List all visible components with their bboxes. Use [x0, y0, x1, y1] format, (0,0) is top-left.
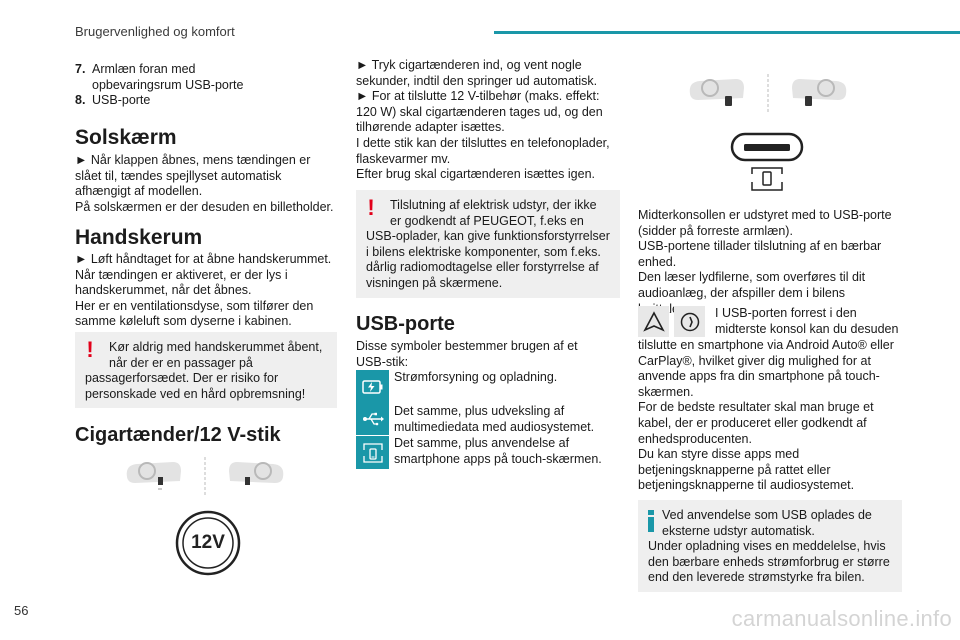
warning-text: USB-oplader, kan give funktionsforstyrrelser i bilens elektriske komponenter, som f.eks. dårlig radiomodtagelse eller forstyrrelse af visningen på skærmene. — [366, 229, 610, 290]
header-accent-bar — [494, 31, 960, 34]
section-heading-solskaerm: Solskærm — [75, 126, 177, 149]
dashboard-illustration — [688, 72, 848, 116]
warning-exclamation-icon: ! — [367, 195, 375, 220]
carplay-description — [638, 338, 902, 494]
12v-socket-illustration — [175, 510, 241, 576]
warning-text: passagerforsædet. Der er risiko for personskade ved en hård opbremsning! — [85, 371, 306, 401]
paragraph: Her er en ventilationsdyse, som tilfører den samme køleluft som dyserne i kabinen. — [75, 298, 314, 329]
paragraph: Du kan styre disse apps med betjeningsknapperne på rattet eller betjeningsknapperne til audiosystemet. — [638, 447, 855, 493]
list-number: 8. — [75, 93, 86, 108]
socket-label: 12V — [191, 532, 225, 553]
cigar-instructions — [356, 58, 620, 183]
smartphone-projection-icon — [356, 436, 389, 469]
paragraph: Når tændingen er aktiveret, er der lys i handskerummet, når det åbnes. — [75, 267, 288, 298]
info-text: Ved anvendelse som USB oplades de eksterne udstyr automatisk. — [662, 508, 872, 538]
info-text: Under opladning vises en meddelelse, hvis den bærbare enheds strømforbrug er større end den leverede strømstyrke fra bilen. — [648, 539, 890, 585]
list-item — [75, 62, 337, 93]
paragraph: Den læser lydfilerne, som overføres til dit audioanlæg, der afspiller dem i bilens — [638, 270, 866, 300]
usb-icon — [356, 402, 389, 435]
warning-exclamation-icon: ! — [86, 337, 94, 362]
paragraph: I USB-porten forrest i den midterste konsol kan du desuden — [715, 306, 899, 336]
warning-box — [356, 190, 620, 298]
usb-symbol-row — [356, 370, 614, 403]
carplay-icon — [674, 306, 705, 337]
info-box — [638, 500, 902, 592]
section-heading-cigartaender: Cigartænder/12 V-stik — [75, 424, 281, 446]
warning-box — [75, 332, 337, 408]
paragraph: I dette stik kan der tilsluttes en telefonoplader, flaskevarmer mv. — [356, 135, 610, 166]
watermark: carmanualsonline.info — [731, 606, 952, 631]
list-number: 7. — [75, 62, 86, 76]
android-auto-icon — [638, 306, 669, 337]
paragraph: ► Tryk cigartænderen ind, og vent nogle sekunder, indtil den springer ud automatisk. — [356, 58, 598, 88]
warning-text: Kør aldrig med handskerummet åbent, når der er en passager på — [109, 340, 323, 370]
paragraph: Disse symboler bestemmer brugen af et USB-stik: — [356, 339, 578, 369]
info-icon — [648, 510, 654, 532]
list-item — [75, 93, 337, 109]
page-number: 56 — [14, 603, 29, 618]
solskaerm-body — [75, 153, 337, 215]
symbol-description: Strømforsyning og opladning. — [394, 370, 558, 384]
paragraph: ► For at tilslutte 12 V-tilbehør (maks. effekt: 120 W) skal cigartænderen tages ud, og den tilhørende adapter isættes. — [356, 89, 603, 135]
handskerum-body — [75, 252, 337, 330]
running-header: Brugervenlighed og komfort — [75, 24, 235, 39]
usb-symbol-row — [356, 402, 614, 435]
usb-port-illustration — [730, 132, 806, 196]
paragraph: USB-portene tillader tilslutning af en bærbar enhed. — [638, 239, 882, 269]
paragraph: ► Når klappen åbnes, mens tændingen er slået til, tændes spejllyset automatisk afhængigt af modellen. — [75, 153, 311, 199]
dashboard-illustration — [125, 455, 285, 499]
section-heading-usb: USB-porte — [356, 313, 455, 335]
usb-symbol-row — [356, 436, 614, 469]
symbol-description: Det samme, plus udveksling af multimediedata med audiosystemet. — [394, 404, 595, 434]
symbol-description: Det samme, plus anvendelse af smartphone apps på touch-skærmen. — [394, 436, 602, 466]
paragraph: ► Løft håndtaget for at åbne handskerummet. — [75, 252, 332, 266]
paragraph: For de bedste resultater skal man bruge et kabel, der er produceret eller godkendt af enhedsproducenten. — [638, 400, 874, 446]
paragraph: Midterkonsollen er udstyret med to USB-porte (sidder på forreste armlæn). — [638, 208, 892, 238]
paragraph: tilslutte en smartphone via Android Auto® eller CarPlay®, hvilket giver dig mulighed for at anvende apps fra din smartphone på touch-skærmen. — [638, 338, 894, 399]
paragraph: På solskærmen er der desuden en billetholder. — [75, 199, 334, 214]
list-text: USB-porte — [92, 93, 151, 108]
usb-description — [638, 208, 902, 317]
list-text: Armlæn foran med opbevaringsrum USB-porte — [92, 62, 244, 92]
battery-charging-icon — [356, 370, 389, 403]
paragraph: Efter brug skal cigartænderen isættes igen. — [356, 167, 596, 182]
numbered-list — [75, 62, 337, 109]
section-heading-handskerum: Handskerum — [75, 226, 203, 249]
warning-text: Tilslutning af elektrisk udstyr, der ikke er godkendt af PEUGEOT, f.eks en — [390, 198, 597, 228]
